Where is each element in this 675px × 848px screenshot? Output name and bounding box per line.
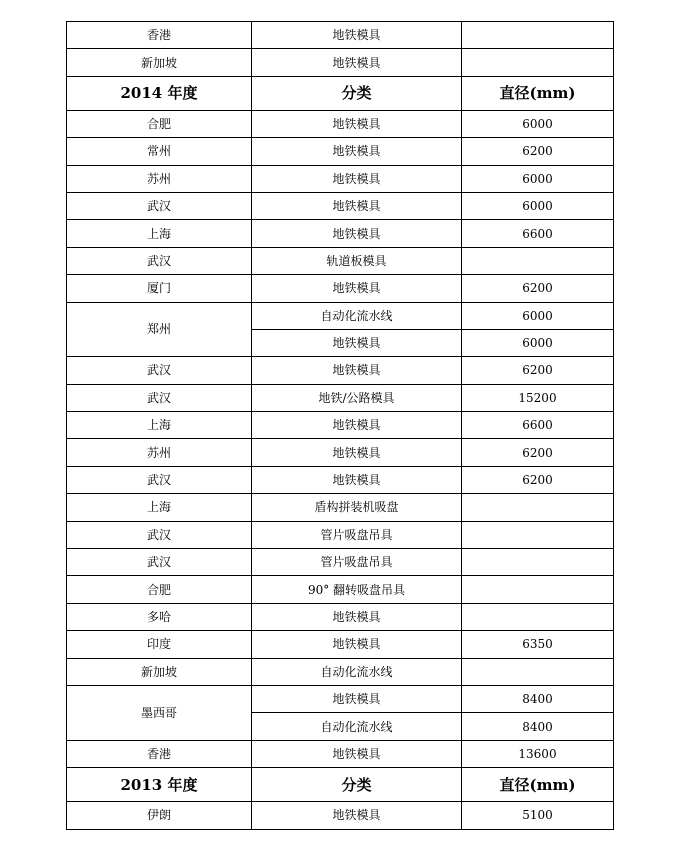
table-row xyxy=(67,275,614,302)
diameter-cell: 6000 xyxy=(462,329,614,356)
category-header: 分类 xyxy=(252,76,462,110)
year-header: 2013 年度 xyxy=(67,768,252,802)
diameter-cell: 8400 xyxy=(462,685,614,712)
table-row xyxy=(67,220,614,247)
category-cell: 地铁模具 xyxy=(252,685,462,712)
table-row xyxy=(67,165,614,192)
diameter-cell: 5100 xyxy=(462,802,614,829)
category-cell: 地铁模具 xyxy=(252,603,462,630)
diameter-cell: 6200 xyxy=(462,466,614,493)
city-cell: 合肥 xyxy=(67,110,252,137)
table-row xyxy=(67,357,614,384)
category-cell: 地铁模具 xyxy=(252,466,462,493)
city-cell-merged: 墨西哥 xyxy=(67,685,252,740)
diameter-cell: 6200 xyxy=(462,439,614,466)
category-cell: 管片吸盘吊具 xyxy=(252,521,462,548)
city-cell: 新加坡 xyxy=(67,49,252,76)
category-cell: 地铁模具 xyxy=(252,802,462,829)
diameter-cell: 8400 xyxy=(462,713,614,740)
section-header-row-2013 xyxy=(67,768,614,802)
city-cell: 常州 xyxy=(67,138,252,165)
city-cell: 合肥 xyxy=(67,576,252,603)
table-row xyxy=(67,521,614,548)
diameter-cell xyxy=(462,658,614,685)
city-cell: 武汉 xyxy=(67,384,252,411)
table-row xyxy=(67,247,614,274)
table-row xyxy=(67,603,614,630)
section-header-row-2014 xyxy=(67,76,614,110)
table-row xyxy=(67,658,614,685)
table-row xyxy=(67,494,614,521)
category-cell: 地铁模具 xyxy=(252,740,462,767)
diameter-header: 直径(mm) xyxy=(462,768,614,802)
city-cell: 多哈 xyxy=(67,603,252,630)
category-cell: 自动化流水线 xyxy=(252,302,462,329)
diameter-cell: 15200 xyxy=(462,384,614,411)
category-cell: 地铁模具 xyxy=(252,275,462,302)
diameter-cell: 6000 xyxy=(462,302,614,329)
category-cell: 管片吸盘吊具 xyxy=(252,549,462,576)
category-cell: 地铁模具 xyxy=(252,49,462,76)
diameter-cell xyxy=(462,549,614,576)
diameter-cell: 6200 xyxy=(462,138,614,165)
diameter-cell xyxy=(462,494,614,521)
city-cell: 武汉 xyxy=(67,549,252,576)
diameter-cell xyxy=(462,603,614,630)
diameter-cell: 6350 xyxy=(462,631,614,658)
city-cell: 武汉 xyxy=(67,247,252,274)
category-cell: 自动化流水线 xyxy=(252,713,462,740)
diameter-cell xyxy=(462,521,614,548)
diameter-header: 直径(mm) xyxy=(462,76,614,110)
city-cell: 印度 xyxy=(67,631,252,658)
diameter-cell: 13600 xyxy=(462,740,614,767)
diameter-cell xyxy=(462,49,614,76)
table-row xyxy=(67,549,614,576)
category-cell: 自动化流水线 xyxy=(252,658,462,685)
city-cell: 厦门 xyxy=(67,275,252,302)
category-cell: 90° 翻转吸盘吊具 xyxy=(252,576,462,603)
city-cell: 苏州 xyxy=(67,165,252,192)
city-cell: 武汉 xyxy=(67,466,252,493)
category-cell: 地铁模具 xyxy=(252,165,462,192)
category-cell: 地铁模具 xyxy=(252,329,462,356)
city-cell: 上海 xyxy=(67,220,252,247)
city-cell: 上海 xyxy=(67,494,252,521)
city-cell: 武汉 xyxy=(67,521,252,548)
table-row xyxy=(67,138,614,165)
category-header: 分类 xyxy=(252,768,462,802)
table-row xyxy=(67,576,614,603)
diameter-cell xyxy=(462,576,614,603)
table-row xyxy=(67,384,614,411)
diameter-cell xyxy=(462,22,614,49)
category-cell: 地铁模具 xyxy=(252,412,462,439)
category-cell: 轨道板模具 xyxy=(252,247,462,274)
table-row xyxy=(67,49,614,76)
table-row xyxy=(67,439,614,466)
city-cell: 香港 xyxy=(67,22,252,49)
diameter-cell: 6000 xyxy=(462,192,614,219)
table-row xyxy=(67,110,614,137)
category-cell: 地铁模具 xyxy=(252,138,462,165)
category-cell: 地铁模具 xyxy=(252,631,462,658)
diameter-cell: 6600 xyxy=(462,412,614,439)
project-table xyxy=(66,21,614,830)
city-cell: 苏州 xyxy=(67,439,252,466)
table-row xyxy=(67,412,614,439)
category-cell: 地铁模具 xyxy=(252,192,462,219)
city-cell: 武汉 xyxy=(67,357,252,384)
year-header: 2014 年度 xyxy=(67,76,252,110)
table-row xyxy=(67,22,614,49)
category-cell: 地铁模具 xyxy=(252,110,462,137)
category-cell: 地铁模具 xyxy=(252,439,462,466)
diameter-cell: 6000 xyxy=(462,165,614,192)
category-cell: 地铁/公路模具 xyxy=(252,384,462,411)
table-row xyxy=(67,802,614,829)
city-cell: 香港 xyxy=(67,740,252,767)
category-cell: 地铁模具 xyxy=(252,22,462,49)
table-row xyxy=(67,302,614,329)
city-cell: 武汉 xyxy=(67,192,252,219)
diameter-cell xyxy=(462,247,614,274)
city-cell: 新加坡 xyxy=(67,658,252,685)
diameter-cell: 6000 xyxy=(462,110,614,137)
table-row xyxy=(67,466,614,493)
diameter-cell: 6200 xyxy=(462,275,614,302)
table-row xyxy=(67,192,614,219)
city-cell: 上海 xyxy=(67,412,252,439)
city-cell: 伊朗 xyxy=(67,802,252,829)
table-row xyxy=(67,685,614,712)
category-cell: 盾构拼装机吸盘 xyxy=(252,494,462,521)
category-cell: 地铁模具 xyxy=(252,220,462,247)
table-row xyxy=(67,740,614,767)
diameter-cell: 6200 xyxy=(462,357,614,384)
city-cell-merged: 郑州 xyxy=(67,302,252,357)
category-cell: 地铁模具 xyxy=(252,357,462,384)
diameter-cell: 6600 xyxy=(462,220,614,247)
table-row xyxy=(67,631,614,658)
